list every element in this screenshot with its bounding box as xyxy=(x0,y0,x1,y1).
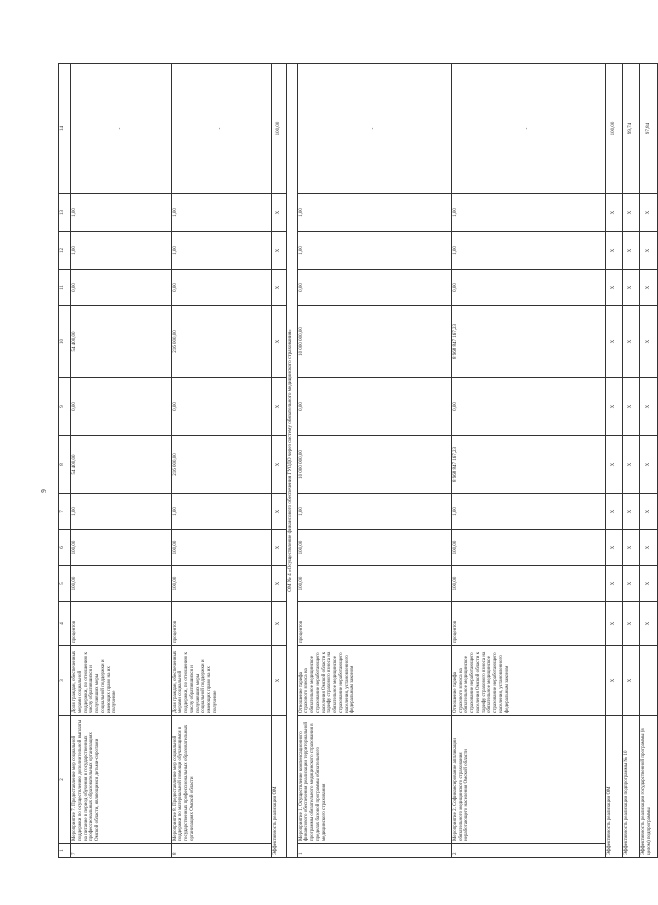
total-label: Эффективность реализации государственной программы (в целом) подпрограммы xyxy=(640,716,658,858)
value-cell: 1,00 xyxy=(171,494,271,530)
value-cell: X xyxy=(640,378,658,436)
value-cell: 1,00 xyxy=(451,494,605,530)
value-cell: X xyxy=(605,530,622,566)
rotated-table-wrapper xyxy=(58,64,658,858)
value-cell: X xyxy=(605,232,622,270)
value-cell: 1,00 xyxy=(451,232,605,270)
value-cell: 10 000 000,00 xyxy=(297,306,451,378)
section-title: ОМ № 4 «Осуществление финансового обеспечения ГУОДО через систему обязательного медицинского страхования» xyxy=(286,64,297,858)
measure-name: Мероприятие 2. Софинансирование аппликации обязательного медицинского страхования неработающего населения Омской области xyxy=(451,716,605,844)
value-cell: X xyxy=(623,436,640,494)
value-cell: X xyxy=(605,378,622,436)
value-cell: X xyxy=(271,646,286,716)
value-cell: 1,00 xyxy=(297,194,451,232)
value-cell: 100,00 xyxy=(451,530,605,566)
value-cell: - xyxy=(171,64,271,194)
value-cell: 0,00 xyxy=(451,378,605,436)
value-cell: X xyxy=(605,646,622,716)
value-cell: X xyxy=(640,566,658,602)
value-cell: X xyxy=(623,270,640,306)
total-row xyxy=(640,64,658,858)
value-cell: 0,00 xyxy=(297,378,451,436)
value-cell: X xyxy=(623,530,640,566)
indicator-name: Отношение тарифа страхового взноса на обязательное медицинское страхование неработающего населения Омской области к тарифу страхового взноса на обязательное медицинское страхование неработающего населения, установленного федеральным законом xyxy=(297,646,451,716)
row-number: 1 xyxy=(297,844,451,858)
unit: процентов xyxy=(171,602,271,646)
effectiveness-label: Эффективность реализации ОМ xyxy=(271,716,286,858)
measure-name: Мероприятие 1. Осуществление компенсационного финансового обеспечения реализации территориальной программы обязательного медицинского страхования в пределах базовой программы обязательного медицинского страхования xyxy=(297,716,451,844)
header-cell: 14 xyxy=(59,64,71,194)
value-cell: X xyxy=(623,602,640,646)
value-cell: 100,00 xyxy=(71,566,171,602)
value-cell: 8 968 847 167,23 xyxy=(451,436,605,494)
value-cell: X xyxy=(640,306,658,378)
table-row xyxy=(297,64,451,858)
header-cell: 8 xyxy=(59,436,71,494)
value-cell: 100,00 xyxy=(71,530,171,566)
value-cell: 100,00 xyxy=(171,530,271,566)
value-cell: 0,00 xyxy=(171,270,271,306)
total-row xyxy=(623,64,640,858)
value-cell: 100,00 xyxy=(297,566,451,602)
value-cell: 100,00 xyxy=(271,64,286,194)
row-number: 8 xyxy=(171,844,271,858)
header-cell: 9 xyxy=(59,378,71,436)
value-cell: X xyxy=(640,494,658,530)
value-cell: X xyxy=(605,306,622,378)
value-cell: X xyxy=(623,494,640,530)
value-cell: 1,00 xyxy=(71,194,171,232)
value-cell: X xyxy=(623,646,640,716)
header-cell: 7 xyxy=(59,494,71,530)
value-cell: X xyxy=(605,270,622,306)
value-cell: X xyxy=(605,494,622,530)
value-cell: X xyxy=(640,194,658,232)
measure-name: Мероприятие 7. Предоставление мер социальной поддержки по осуществлению дополнительной выплаты на питание в период обучения в государственных профессиональных образовательных организациях Омской области, являющимся детьми-сиротами xyxy=(71,716,171,844)
value-cell: 0,00 xyxy=(71,378,171,436)
header-cell: 2 xyxy=(59,716,71,844)
value-cell: X xyxy=(271,530,286,566)
value-cell: X xyxy=(605,436,622,494)
row-number: 2 xyxy=(451,844,605,858)
value-cell: X xyxy=(640,602,658,646)
value-cell: 54 400,00 xyxy=(71,306,171,378)
value-cell xyxy=(640,646,658,716)
unit: процентов xyxy=(451,602,605,646)
value-cell: 0,00 xyxy=(451,270,605,306)
header-cell: 12 xyxy=(59,232,71,270)
table-row xyxy=(171,64,271,858)
value-cell: 1,00 xyxy=(451,194,605,232)
value-cell: X xyxy=(271,566,286,602)
value-cell: 100,00 xyxy=(297,530,451,566)
value-cell: X xyxy=(640,270,658,306)
value-cell: 10 000 000,00 xyxy=(297,436,451,494)
value-cell: 100,00 xyxy=(605,64,622,194)
value-cell: - xyxy=(297,64,451,194)
value-cell: X xyxy=(623,232,640,270)
value-cell: X xyxy=(640,436,658,494)
value-cell: X xyxy=(271,232,286,270)
total-label: Эффективность реализации ОМ xyxy=(605,716,622,858)
value-cell: 1,00 xyxy=(297,232,451,270)
indicator-name: Доля граждан, обеспеченных мерами социальной поддержки, по отношению к числу обратившихся и получивших меры социальной поддержки и имеющих право на их получение xyxy=(71,646,171,716)
value-cell: 8 968 847 167,23 xyxy=(451,306,605,378)
value-cell: 54 400,00 xyxy=(71,436,171,494)
table-row xyxy=(451,64,605,858)
value-cell: 216 000,00 xyxy=(171,436,271,494)
header-cell: 10 xyxy=(59,306,71,378)
effectiveness-om-row xyxy=(271,64,286,858)
value-cell: X xyxy=(605,566,622,602)
value-cell: 100,00 xyxy=(171,566,271,602)
value-cell: X xyxy=(605,602,622,646)
indicator-name: Доля граждан, обеспеченных мерами социальной поддержки, по отношению к числу обратившихся и получивших меры социальной поддержки и имеющих право на их получение xyxy=(171,646,271,716)
total-label: Эффективность реализации подпрограммы № 10 xyxy=(623,716,640,858)
value-cell: 1,00 xyxy=(171,232,271,270)
value-cell: 97,84 xyxy=(640,64,658,194)
value-cell: - xyxy=(451,64,605,194)
value-cell: X xyxy=(271,436,286,494)
value-cell: 0,00 xyxy=(71,270,171,306)
header-row xyxy=(59,64,71,858)
value-cell: 1,00 xyxy=(297,494,451,530)
value-cell: X xyxy=(271,494,286,530)
header-cell: 3 xyxy=(59,646,71,716)
page-number: 9 xyxy=(39,489,48,493)
value-cell: - xyxy=(71,64,171,194)
value-cell: 0,00 xyxy=(297,270,451,306)
value-cell: 1,00 xyxy=(71,232,171,270)
header-cell: 5 xyxy=(59,566,71,602)
value-cell: X xyxy=(640,530,658,566)
value-cell: 1,00 xyxy=(71,494,171,530)
value-cell: X xyxy=(623,194,640,232)
header-cell: 11 xyxy=(59,270,71,306)
value-cell: X xyxy=(271,378,286,436)
header-cell: 6 xyxy=(59,530,71,566)
row-number: 7 xyxy=(71,844,171,858)
value-cell: X xyxy=(605,194,622,232)
indicator-name: Отношение тарифа страхового взноса на обязательное медицинское страхование неработающего населения Омской области к тарифу страхового взноса на обязательное медицинское страхование неработающего населения, установленного федеральным законом xyxy=(451,646,605,716)
header-cell: 4 xyxy=(59,602,71,646)
value-cell: X xyxy=(271,270,286,306)
value-cell: 99,74 xyxy=(623,64,640,194)
value-cell: X xyxy=(640,232,658,270)
measure-name: Мероприятие 8. Предоставление мер социальной поддержки по материальной помощи обучающимся в государственных профессиональных образовательных организациях Омской области xyxy=(171,716,271,844)
table-row xyxy=(71,64,171,858)
unit: процентов xyxy=(297,602,451,646)
header-cell: 1 xyxy=(59,844,71,858)
header-cell: 13 xyxy=(59,194,71,232)
value-cell: 216 000,00 xyxy=(171,306,271,378)
value-cell: X xyxy=(623,306,640,378)
value-cell: 1,00 xyxy=(171,194,271,232)
unit: процентов xyxy=(71,602,171,646)
section-row xyxy=(286,64,297,858)
value-cell: X xyxy=(271,194,286,232)
value-cell: 0,00 xyxy=(171,378,271,436)
value-cell: X xyxy=(271,602,286,646)
value-cell: X xyxy=(623,378,640,436)
value-cell: X xyxy=(271,306,286,378)
value-cell: 100,00 xyxy=(451,566,605,602)
total-row xyxy=(605,64,622,858)
efficiency-table xyxy=(58,63,658,858)
value-cell: X xyxy=(623,566,640,602)
